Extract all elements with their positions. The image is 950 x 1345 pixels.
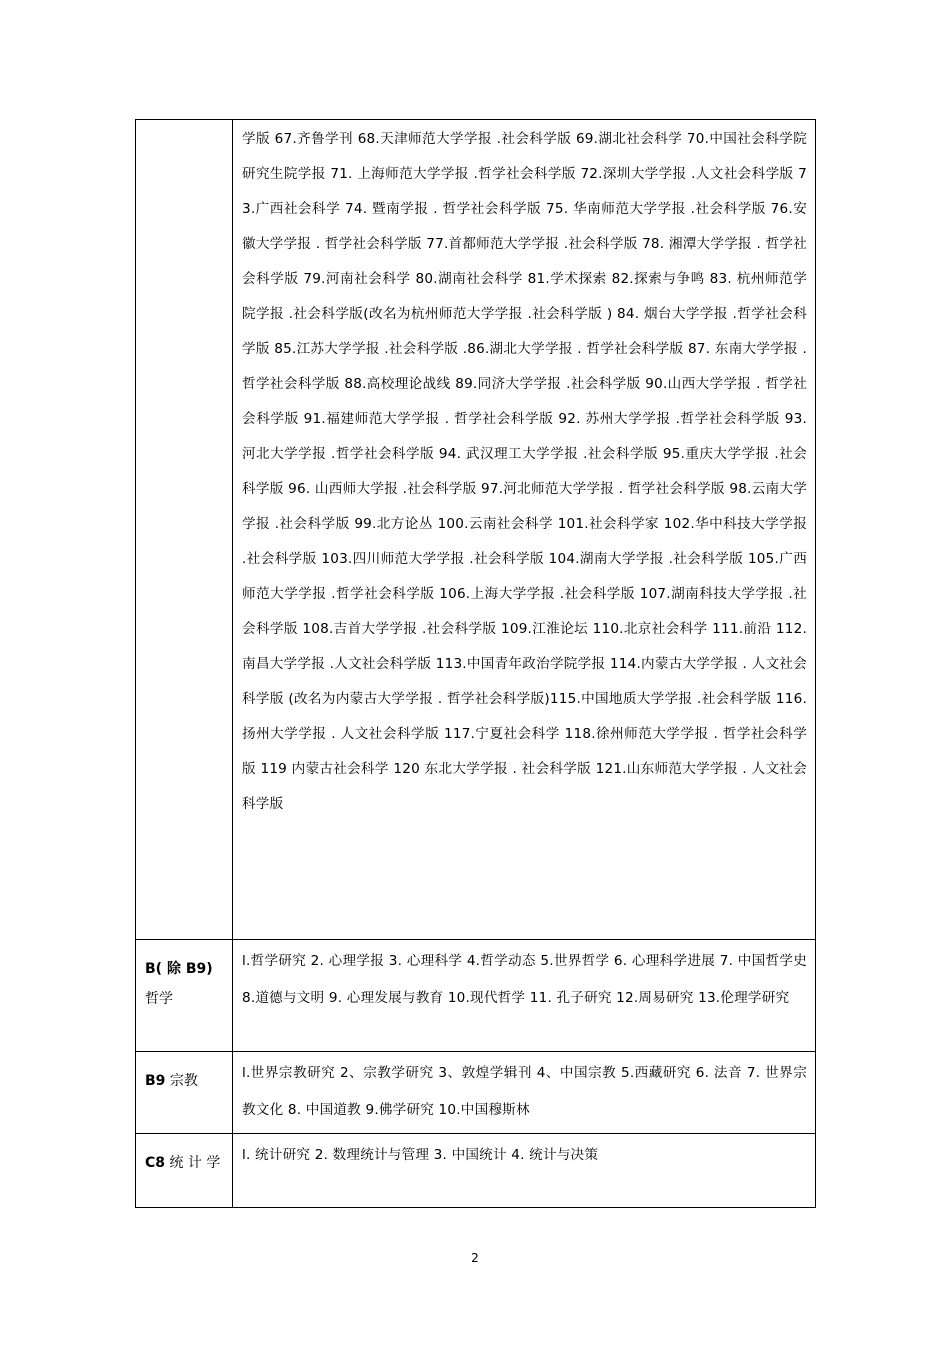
journal-list-cell: l. 统计研究 2. 数理统计与管理 3. 中国统计 4. 统计与决策 (233, 1134, 816, 1208)
category-cell (136, 940, 233, 1052)
category-cell (136, 120, 233, 940)
journal-list-cell: l.哲学研究 2. 心理学报 3. 心理科学 4.哲学动态 5.世界哲学 6. 心理科学进展 7. 中国哲学史 8.道德与文明 9. 心理发展与教育 10.现代哲学 11. 孔子研究 12.周易研究 13.伦理学研究 (233, 940, 816, 1052)
category-cell (136, 1052, 233, 1134)
category-code: B9 (145, 1073, 166, 1089)
category-cell (136, 1134, 233, 1208)
journal-list-cell: 学版 67.齐鲁学刊 68.天津师范大学学报 .社会科学版 69.湖北社会科学 70.中国社会科学院研究生院学报 71. 上海师范大学学报 .哲学社会科学版 72.深圳大学学报 .人文社会科学版 73.广西社会科学 74. 暨南学报 . 哲学社会科学版 75. 华南师范大学学报 .社会科学版 76.安徽大学学报 . 哲学社会科学版 77.首都师范大学学报 .社会科学版 78. 湘潭大学学报 . 哲学社会科学版 79.河南社会科学 80.湖南社会科学 81.学术探索 82.探索与争鸣 83. 杭州师范学院学报 .社会科学版(改名为杭州师范大学学报 .社会科学版 ) 84. 烟台大学学报 .哲学社会科学版 85.江苏大学学报 .社会科学版 .86.湖北大学学报 . 哲学社会科学版 87. 东南大学学报 . 哲学社会科学版 88.高校理论战线 89.同济大学学报 .社会科学版 90.山西大学学报 . 哲学社会科学版 91.福建师范大学学报 . 哲学社会科学版 92. 苏州大学学报 .哲学社会科学版 93. 河北大学学报 .哲学社会科学版 94. 武汉理工大学学报 .社会科学版 95.重庆大学学报 .社会科学版 96. 山西师大学报 .社会科学版 97.河北师范大学学报 . 哲学社会科学版 98.云南大学学报 .社会科学版 99.北方论丛 100.云南社会科学 101.社会科学家 102.华中科技大学学报 .社会科学版 103.四川师范大学学报 .社会科学版 104.湖南大学学报 .社会科学版 105.广西师范大学学报 .哲学社会科学版 106.上海大学学报 .社会科学版 107.湖南科技大学学报 .社会科学版 108.吉首大学学报 .社会科学版 109.江淮论坛 110.北京社会科学 111.前沿 112.南昌大学学报 .人文社会科学版 113.中国青年政治学院学报 114.内蒙古大学学报 . 人文社会科学版 (改名为内蒙古大学学报 . 哲学社会科学版)115.中国地质大学学报 .社会科学版 116.扬州大学学报 . 人文社会科学版 117.宁夏社会科学 118.徐州师范大学学报 . 哲学社会科学版 119 内蒙古社会科学 120 东北大学学报 . 社会科学版 121.山东师范大学学报 . 人文社会科学版 (233, 120, 816, 940)
table-row (136, 120, 816, 940)
table-row (136, 1052, 816, 1134)
category-code: C8 (145, 1155, 166, 1171)
journal-list-cell: l.世界宗教研究 2、宗教学研究 3、敦煌学辑刊 4、中国宗教 5.西藏研究 6. 法音 7. 世界宗教文化 8. 中国道教 9.佛学研究 10.中国穆斯林 (233, 1052, 816, 1134)
journal-table (135, 119, 816, 1208)
page-number: 2 (471, 1251, 479, 1265)
category-name: 统 计 学 (169, 1155, 221, 1171)
table-row (136, 940, 816, 1052)
category-name: 宗教 (169, 1073, 198, 1089)
category-name: 哲学 (145, 991, 173, 1007)
category-code: B( 除 B9) (145, 961, 213, 977)
table-row (136, 1134, 816, 1208)
